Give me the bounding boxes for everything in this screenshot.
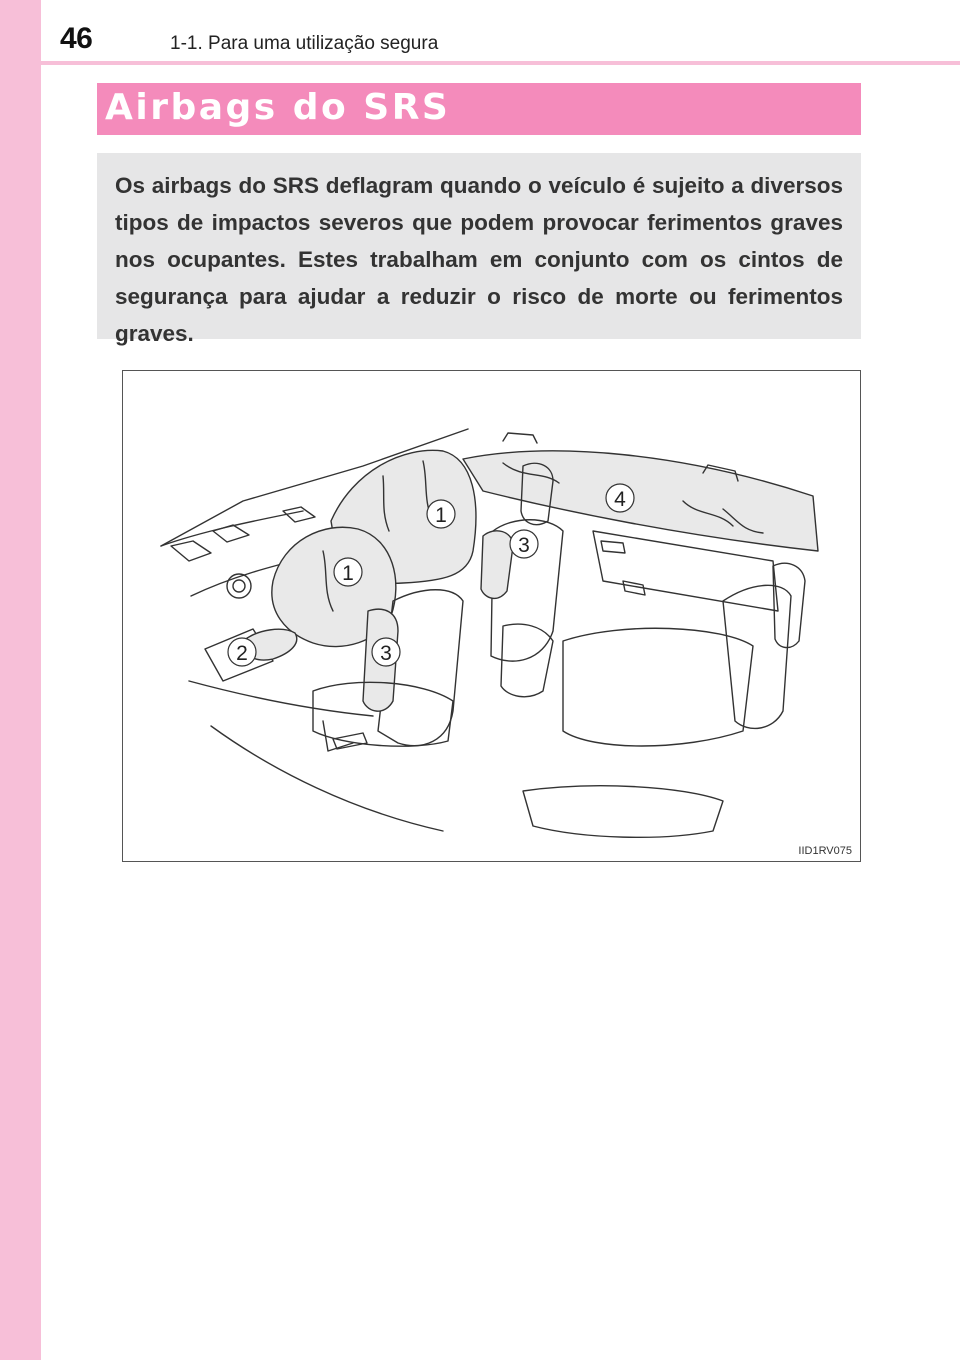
callout-marker [228, 638, 256, 666]
dash-vent-round [227, 574, 251, 598]
side-airbag-passenger [481, 531, 513, 599]
dash-vent-round [233, 580, 245, 592]
grab-handle [503, 433, 537, 443]
callout-number: 3 [380, 642, 392, 665]
callout-marker [510, 530, 538, 558]
side-tab-strip [0, 0, 41, 1360]
passenger-seat-cushion [501, 624, 553, 697]
callout-number: 1 [342, 562, 354, 585]
intro-text: Os airbags do SRS deflagram quando o veículo é sujeito a diversos tipos de impactos severos que podem provocar ferimentos graves nos ocupantes. Estes trabalham em conjunto com os cintos de segurança para ajudar a reduzir o risco de morte ou ferimentos graves. [115, 173, 843, 346]
dash-vent [283, 507, 315, 522]
title-band [97, 83, 861, 135]
airbag-illustration [122, 370, 861, 862]
callout-number: 3 [518, 534, 530, 557]
page-number: 46 [60, 22, 93, 55]
callout-number: 4 [614, 488, 626, 511]
seat-switch [333, 733, 367, 749]
door-handle [601, 541, 625, 553]
figure-code: IID1RV075 [798, 845, 852, 857]
page-title: Airbags do SRS [105, 87, 451, 128]
callout-number: 2 [236, 642, 248, 665]
callout-marker [606, 484, 634, 512]
car-interior-drawing [123, 371, 860, 861]
section-label: 1-1. Para uma utilização segura [170, 33, 439, 54]
intro-box [97, 153, 861, 346]
floor-line [189, 681, 373, 716]
rear-seat-cushion [563, 628, 753, 746]
dash-vent [171, 541, 211, 561]
callout-marker [334, 558, 362, 586]
callout-marker [427, 500, 455, 528]
dash-vent [213, 525, 249, 542]
callout-number: 1 [435, 504, 447, 527]
callout-marker [372, 638, 400, 666]
header-rule [41, 61, 960, 65]
rear-floor-console [523, 786, 723, 838]
